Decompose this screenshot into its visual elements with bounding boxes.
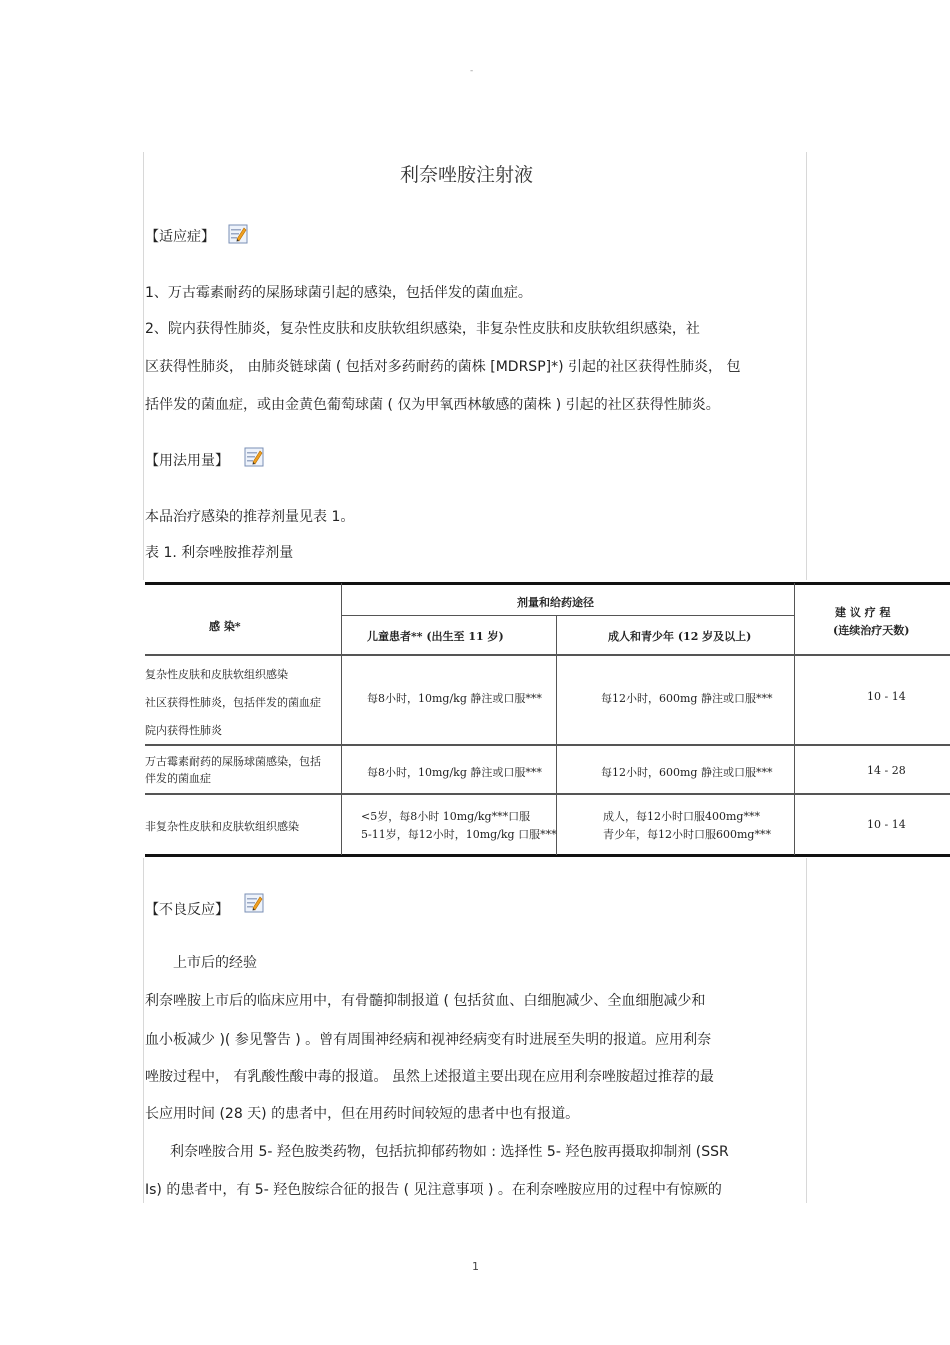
row-infection: 伴发的菌血症 [145,772,211,785]
row-adult-dose: 青少年，每12小时口服600mg*** [603,828,771,841]
table-col-divider [556,615,557,855]
dosage-intro: 本品治疗感染的推荐剂量见表 1。 [145,509,355,525]
left-frame-line-lower [143,858,144,1203]
adverse-line: 唑胺过程中， 有乳酸性酸中毒的报道。 虽然上述报道主要出现在应用利奈唑胺超过推荐的最 [145,1069,714,1085]
header-course: 建 议 疗 程 [835,606,891,619]
row-course: 14 - 28 [867,764,906,777]
dosage-table [145,580,950,858]
right-frame-line-lower [806,858,807,1203]
adverse-subheading: 上市后的经验 [173,955,257,971]
header-infection: 感 染* [209,620,241,633]
header-mark: - [470,66,474,76]
table-bottom-rule [145,854,950,857]
row-child-dose: 每8小时，10mg/kg 静注或口服*** [367,692,542,705]
table-caption: 表 1. 利奈唑胺推荐剂量 [145,545,294,561]
row-child-dose: 5-11岁，每12小时，10mg/kg 口服*** [361,828,557,841]
left-frame-line [143,152,144,580]
edit-icon[interactable] [244,447,264,467]
row-adult-dose: 每12小时，600mg 静注或口服*** [601,692,773,705]
row-adult-dose: 成人，每12小时口服400mg*** [603,810,760,823]
table-col-divider [341,583,342,855]
edit-icon[interactable] [228,224,248,244]
page-number: 1 [472,1260,479,1273]
dosage-heading: 【用法用量】 [145,453,229,469]
row-child-dose: 每8小时，10mg/kg 静注或口服*** [367,766,542,779]
indication-line: 括伴发的菌血症，或由金黄色葡萄球菌 ( 仅为甲氧西林敏感的菌株 ) 引起的社区获得性肺炎。 [145,397,720,413]
indication-line: 2、院内获得性肺炎，复杂性皮肤和皮肤软组织感染，非复杂性皮肤和皮肤软组织感染，社 [145,321,700,337]
row-course: 10 - 14 [867,818,906,831]
row-infection: 万古霉素耐药的屎肠球菌感染，包括 [145,755,321,768]
indication-line: 区获得性肺炎， 由肺炎链球菌 ( 包括对多药耐药的菌株 [MDRSP]*) 引起的社区获得性肺炎， 包 [145,359,741,375]
adverse-line: Is) 的患者中，有 5- 羟色胺综合征的报告 ( 见注意事项 ) 。在利奈唑胺应用的过程中有惊厥的 [145,1182,722,1198]
table-row-divider [145,744,950,746]
row-infection: 非复杂性皮肤和皮肤软组织感染 [145,820,299,833]
indication-line: 1、万古霉素耐药的屎肠球菌引起的感染，包括伴发的菌血症。 [145,285,532,301]
adverse-line: 血小板减少 )( 参见警告 ) 。曾有周围神经病和视神经病变有时进展至失明的报道。应用利奈 [145,1032,712,1048]
table-col-divider [794,583,795,855]
adverse-line: 长应用时间 (28 天) 的患者中，但在用药时间较短的患者中也有报道。 [145,1106,580,1122]
page-title: 利奈唑胺注射液 [400,164,534,186]
row-infection: 社区获得性肺炎，包括伴发的菌血症 [145,696,321,709]
table-row-divider [145,793,950,795]
adverse-heading: 【不良反应】 [145,902,229,918]
adverse-line: 利奈唑胺合用 5- 羟色胺类药物，包括抗抑郁药物如 : 选择性 5- 羟色胺再摄取抑制剂 (SSR [170,1144,729,1160]
edit-icon[interactable] [244,893,264,913]
header-dose-group: 剂量和给药途径 [517,596,594,609]
row-adult-dose: 每12小时，600mg 静注或口服*** [601,766,773,779]
row-course: 10 - 14 [867,690,906,703]
table-header-bottom [145,654,950,656]
header-child: 儿童患者** (出生至 11 岁) [367,630,504,643]
table-header-divider [341,615,794,616]
right-frame-line [806,152,807,580]
adverse-line: 利奈唑胺上市后的临床应用中，有骨髓抑制报道 ( 包括贫血、白细胞减少、全血细胞减少和 [145,993,706,1009]
indications-heading: 【适应症】 [145,229,215,245]
row-child-dose: <5岁，每8小时 10mg/kg***口服 [361,810,531,823]
row-infection: 复杂性皮肤和皮肤软组织感染 [145,668,288,681]
header-course-sub: (连续治疗天数) [833,624,910,637]
table-top-rule [145,582,950,585]
row-infection: 院内获得性肺炎 [145,724,222,737]
header-adult: 成人和青少年 (12 岁及以上) [608,630,752,643]
